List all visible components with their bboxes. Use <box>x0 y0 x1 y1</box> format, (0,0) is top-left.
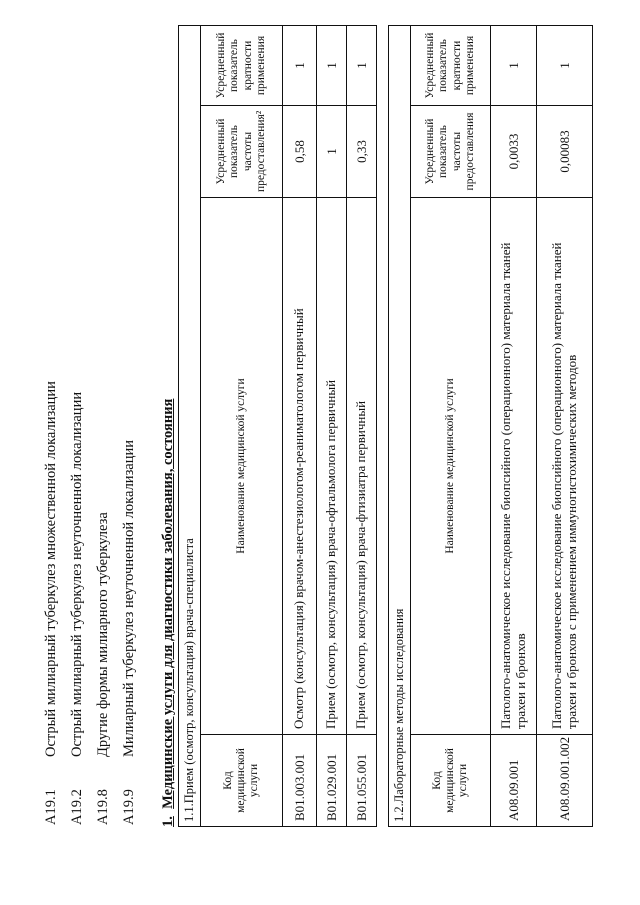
frequency-value: 0,0033 <box>491 106 537 198</box>
diagnosis-code: A19.1 <box>42 789 59 825</box>
service-code: B01.029.001 <box>317 735 347 827</box>
diagnosis-item <box>64 381 90 825</box>
table-subtitle: 1.2.Лабораторные методы исследования <box>389 26 411 827</box>
diagnosis-code: A19.9 <box>120 789 137 825</box>
column-header: Усредненный показатель частоты предоставления <box>411 106 491 198</box>
section-title <box>160 399 177 827</box>
services-table-consultations <box>178 25 377 827</box>
table-row <box>347 26 377 827</box>
diagnosis-name: Острый милиарный туберкулез множественной локализации <box>42 381 59 757</box>
multiplicity-value: 1 <box>283 26 317 106</box>
diagnosis-item <box>90 381 116 825</box>
service-name: Осмотр (консультация) врачом-анестезиологом-реаниматологом первичный <box>283 198 317 735</box>
frequency-value: 1 <box>317 106 347 198</box>
multiplicity-value: 1 <box>317 26 347 106</box>
multiplicity-value: 1 <box>491 26 537 106</box>
section-title-text: Медицинские услуги для диагностики заболевания, состояния <box>160 398 176 809</box>
section-number: 1. <box>160 816 176 827</box>
column-header: Код медицинской услуги <box>411 735 491 827</box>
column-header: Наименование медицинской услуги <box>411 198 491 735</box>
service-name: Патолого-анатомическое исследование биопсийного (операционного) материала тканей трахеи и бронхов с применением иммуногистохимических методов <box>537 198 593 735</box>
table-row <box>283 26 317 827</box>
frequency-value: 0,33 <box>347 106 377 198</box>
multiplicity-value: 1 <box>347 26 377 106</box>
diagnosis-name: Острый милиарный туберкулез неуточненной локализации <box>68 391 85 757</box>
multiplicity-value: 1 <box>537 26 593 106</box>
service-name: Прием (осмотр, консультация) врача-фтизиатра первичный <box>347 198 377 735</box>
column-header: Код медицинской услуги <box>201 735 283 827</box>
diagnosis-item <box>38 381 64 825</box>
column-header: Усредненный показатель частоты предоставления² <box>201 106 283 198</box>
frequency-value: 0,00083 <box>537 106 593 198</box>
diagnosis-list <box>38 381 142 825</box>
service-name: Прием (осмотр, консультация) врача-офтальмолога первичный <box>317 198 347 735</box>
diagnosis-item <box>116 381 142 825</box>
column-header: Усредненный показатель кратности применения <box>411 26 491 106</box>
service-code: A08.09.001 <box>491 735 537 827</box>
diagnosis-name: Другие формы милиарного туберкулеза <box>94 512 111 757</box>
service-code: B01.003.001 <box>283 735 317 827</box>
services-table-lab-methods <box>388 25 593 827</box>
frequency-value: 0,58 <box>283 106 317 198</box>
diagnosis-code: A19.2 <box>68 789 85 825</box>
diagnosis-name: Милиарный туберкулез неуточненной локализации <box>120 439 137 757</box>
column-header: Наименование медицинской услуги <box>201 198 283 735</box>
service-code: B01.055.001 <box>347 735 377 827</box>
service-name: Патолого-анатомическое исследование биопсийного (операционного) материала тканей трахеи и бронхов <box>491 198 537 735</box>
table-row <box>317 26 347 827</box>
column-header: Усредненный показатель кратности применения <box>201 26 283 106</box>
table-subtitle: 1.1.Прием (осмотр, консультация) врача-специалиста <box>179 26 201 827</box>
diagnosis-code: A19.8 <box>94 789 111 825</box>
table-row <box>537 26 593 827</box>
service-code: A08.09.001.002 <box>537 735 593 827</box>
table-row <box>491 26 537 827</box>
